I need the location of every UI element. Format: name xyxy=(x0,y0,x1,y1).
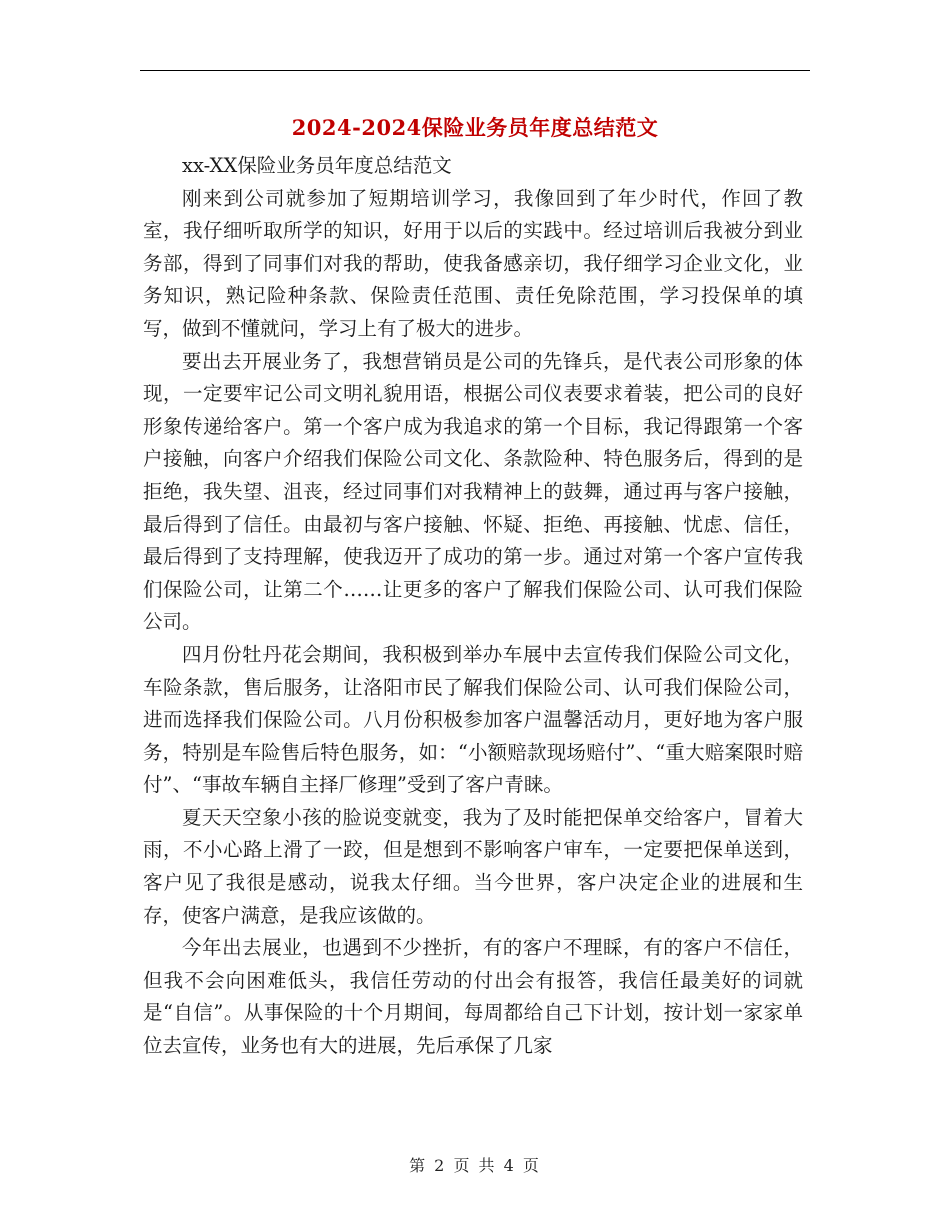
header-rule xyxy=(140,70,810,71)
document-title: 2024-2024保险业务员年度总结范文 xyxy=(291,115,659,140)
paragraph-peony-festival: 四月份牡丹花会期间，我积极到举办车展中去宣传我们保险公司文化，车险条款，售后服务，让洛阳市民了解我们保险公司、认可我们保险公司，进而选择我们保险公司。八月份积极参加客户温馨活动月，更好地为客户服务，特别是车险售后特色服务，如：“小额赔款现场赔付”、“重大赔案限时赔付”、“事故车辆自主择厂修理”受到了客户青睐。 xyxy=(143,642,803,797)
document-body xyxy=(143,150,803,1063)
paragraph-summer-rain: 夏天天空象小孩的脸说变就变，我为了及时能把保单交给客户，冒着大雨，不小心路上滑了一跤，但是想到不影响客户审车，一定要把保单送到，客户见了我很是感动，说我太仔细。当今世界，客户决定企业的进展和生存，使客户满意，是我应该做的。 xyxy=(143,805,803,927)
paragraph-first-customer: 要出去开展业务了，我想营销员是公司的先锋兵，是代表公司形象的体现，一定要牢记公司文明礼貌用语，根据公司仪表要求着装，把公司的良好形象传递给客户。第一个客户成为我追求的第一个目标，我记得跟第一个客户接触，向客户介绍我们保险公司文化、条款险种、特色服务后，得到的是拒绝，我失望、沮丧，经过同事们对我精神上的鼓舞，通过再与客户接触，最后得到了信任。由最初与客户接触、怀疑、拒绝、再接触、忧虑、信任，最后得到了支持理解，使我迈开了成功的第一步。通过对第一个客户宣传我们保险公司，让第二个……让更多的客户了解我们保险公司、认可我们保险公司。 xyxy=(143,349,803,634)
paragraph-this-year: 今年出去展业，也遇到不少挫折，有的客户不理睬，有的客户不信任，但我不会向困难低头，我信任劳动的付出会有报答，我信任最美好的词就是“自信”。从事保险的十个月期间，每周都给自己下计划，按计划一家家单位去宣传，业务也有大的进展，先后承保了几家 xyxy=(143,936,803,1058)
paragraph-training: 刚来到公司就参加了短期培训学习，我像回到了年少时代，作回了教室，我仔细听取所学的知识，好用于以后的实践中。经过培训后我被分到业务部，得到了同事们对我的帮助，使我备感亲切，我仔细学习企业文化，业务知识，熟记险种条款、保险责任范围、责任免除范围，学习投保单的填写，做到不懂就问，学习上有了极大的进步。 xyxy=(143,186,803,340)
page-number-footer: 第 2 页 共 4 页 xyxy=(409,1156,541,1175)
document-subheading: xx-XX保险业务员年度总结范文 xyxy=(182,154,452,177)
